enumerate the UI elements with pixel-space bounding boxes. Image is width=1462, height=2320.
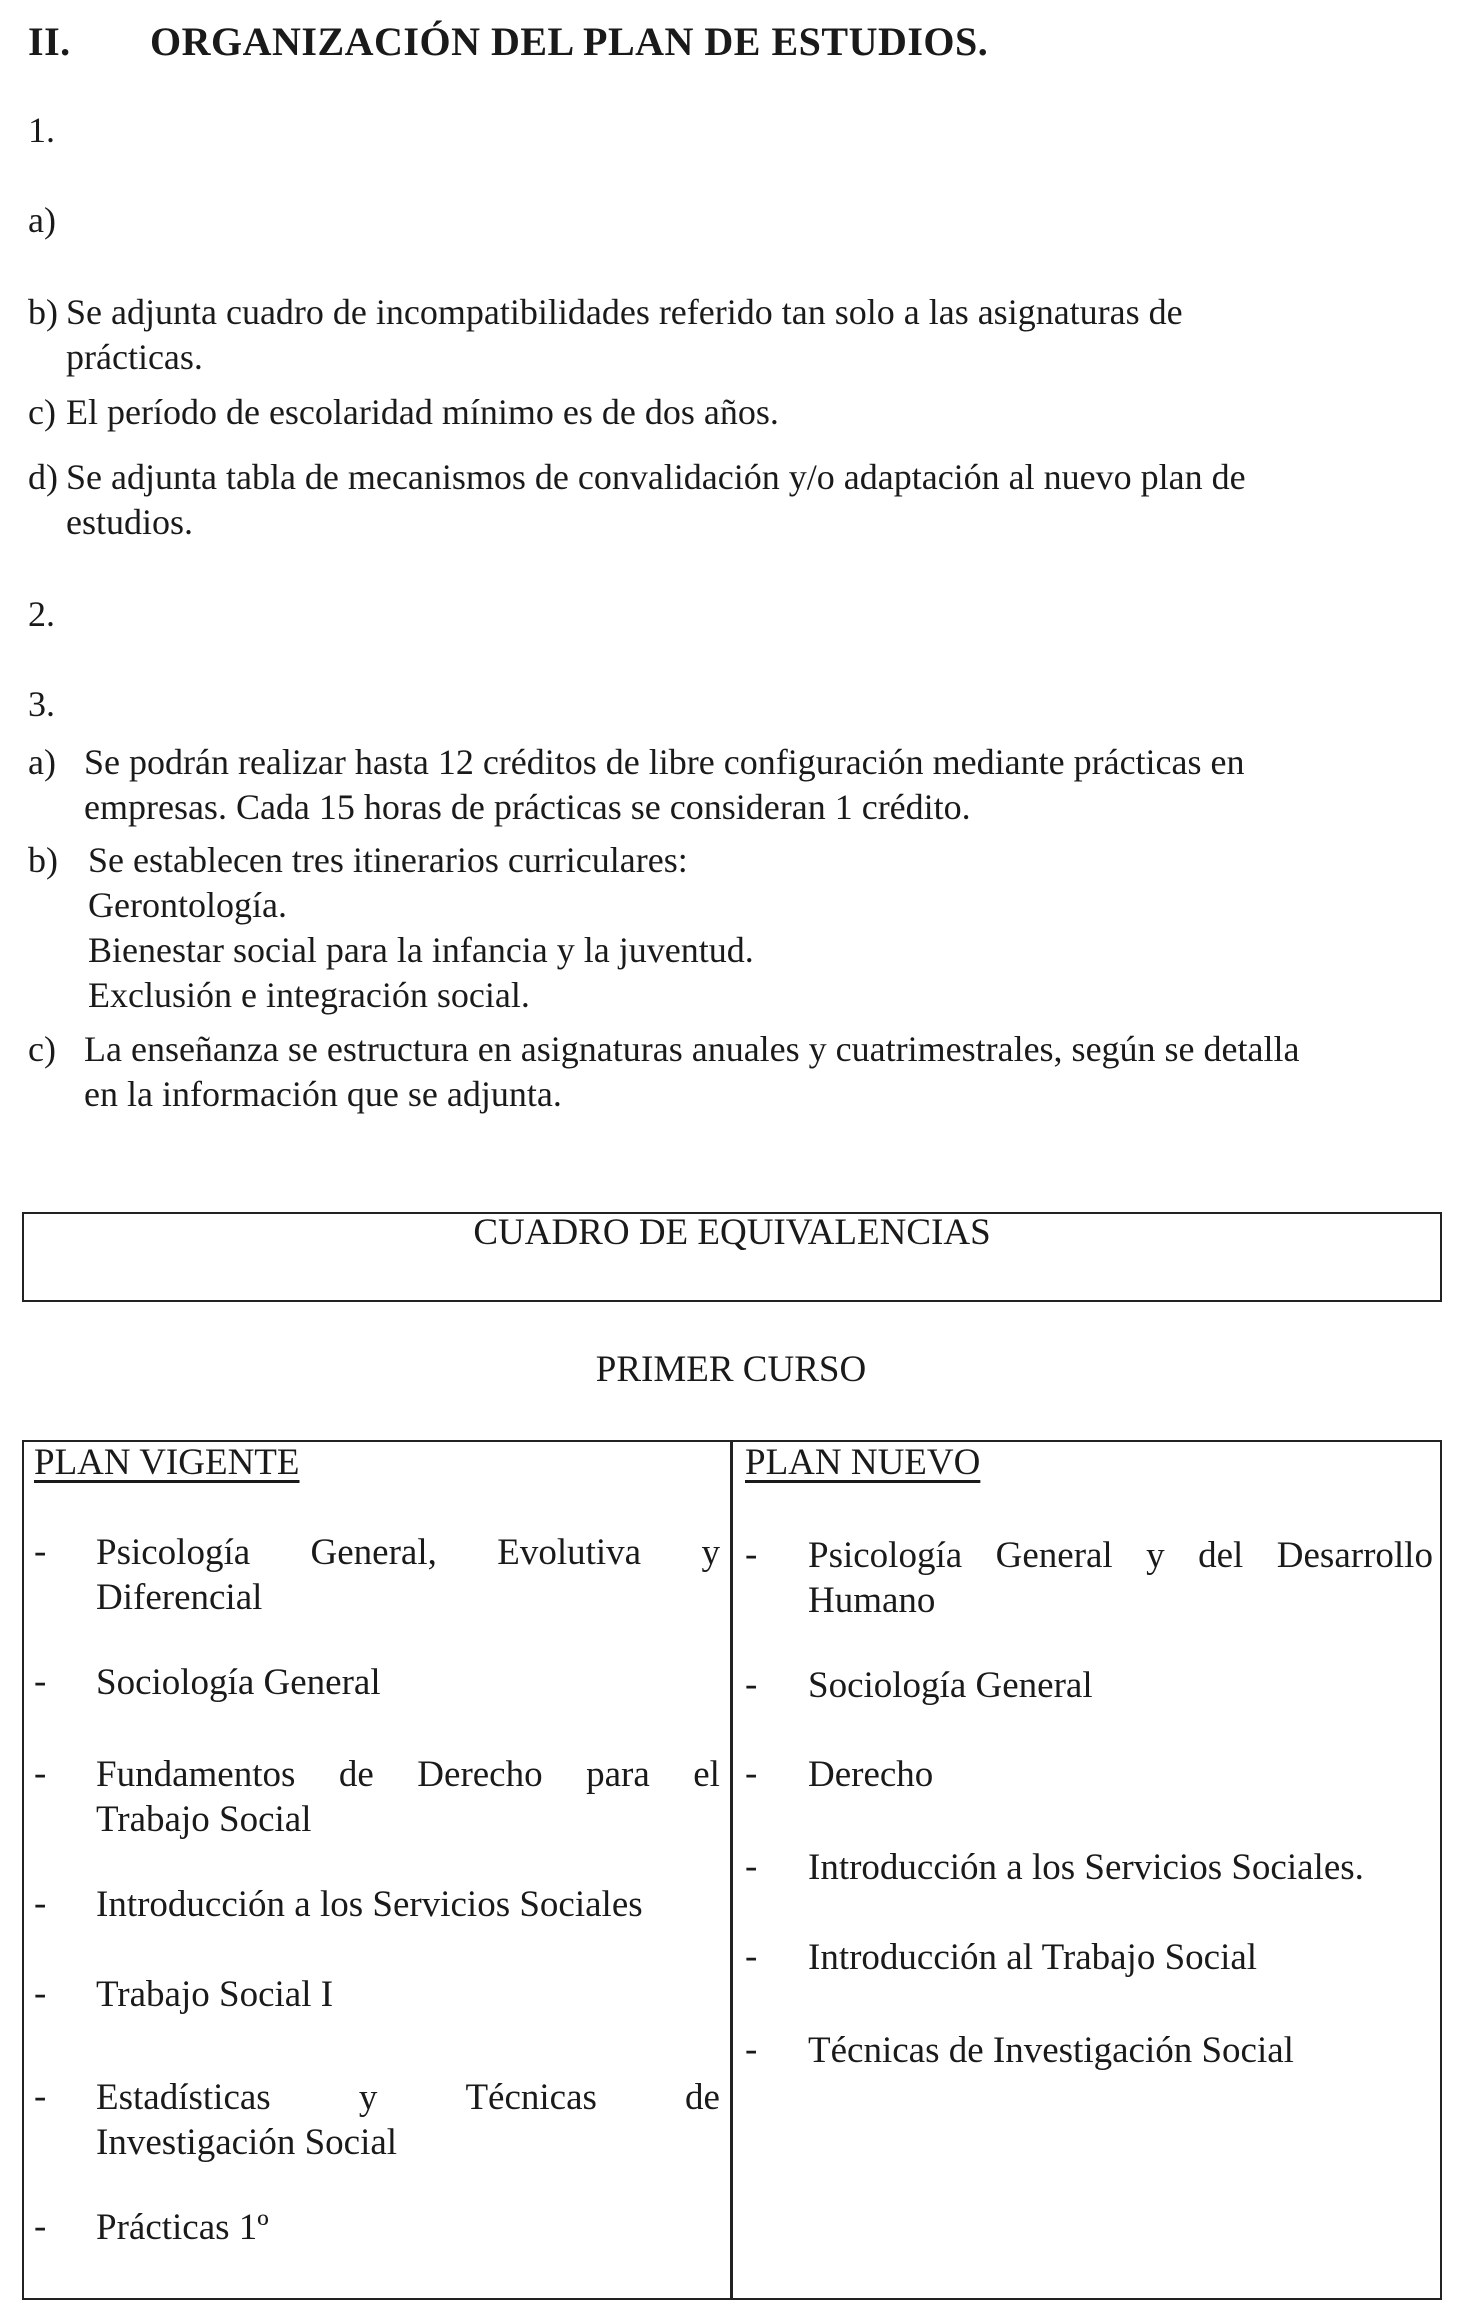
bullet: - (34, 1883, 47, 1924)
bullet: - (34, 2076, 47, 2117)
part-1-item-b-letter: b) (28, 292, 58, 332)
part-3-itinerary-2: Bienestar social para la infancia y la juventud. (88, 930, 754, 970)
left-item-6-line-1 (96, 2075, 720, 2120)
part-3-item-c-line-2: en la información que se adjunta. (84, 1074, 562, 1114)
part-2-number: 2. (28, 594, 55, 634)
part-1-item-d-line-1: Se adjunta tabla de mecanismos de convalidación y/o adaptación al nuevo plan de (66, 457, 1246, 497)
left-item-4-text: Introducción a los Servicios Sociales (96, 1884, 643, 1925)
word: Psicología (96, 1532, 251, 1573)
word: Derecho (417, 1754, 543, 1795)
bullet: - (745, 2029, 758, 2070)
section-title: ORGANIZACIÓN DEL PLAN DE ESTUDIOS. (150, 19, 989, 64)
word: Estadísticas (96, 2077, 271, 2118)
right-item-6-text: Técnicas de Investigación Social (808, 2030, 1294, 2071)
word: General (995, 1535, 1113, 1576)
part-3-number: 3. (28, 684, 55, 724)
part-1-number: 1. (28, 110, 55, 150)
left-item-3-line-1 (96, 1752, 720, 1797)
part-3-item-a-letter: a) (28, 742, 56, 782)
part-3-item-a-line-2: empresas. Cada 15 horas de prácticas se consideran 1 crédito. (84, 787, 971, 827)
right-item-5-text: Introducción al Trabajo Social (808, 1937, 1258, 1978)
word: y (1146, 1535, 1165, 1576)
part-3-item-c-line-1: La enseñanza se estructura en asignaturas anuales y cuatrimestrales, según se detalla (84, 1029, 1300, 1069)
bullet: - (745, 1534, 758, 1575)
left-item-2-text: Sociología General (96, 1662, 381, 1703)
bullet: - (745, 1846, 758, 1887)
part-3-item-c-letter: c) (28, 1029, 56, 1069)
left-item-1-line-2: Diferencial (96, 1577, 263, 1618)
part-1-item-b-line-1: Se adjunta cuadro de incompatibilidades referido tan solo a las asignaturas de (66, 292, 1183, 332)
word: y (701, 1532, 720, 1573)
left-item-7-text: Prácticas 1º (96, 2207, 269, 2248)
word: Desarrollo (1276, 1535, 1433, 1576)
part-3-item-a-line-1: Se podrán realizar hasta 12 créditos de libre configuración mediante prácticas en (84, 742, 1245, 782)
bullet: - (745, 1664, 758, 1705)
word: Psicología (808, 1535, 963, 1576)
bullet: - (34, 2206, 47, 2247)
bullet: - (34, 1661, 47, 1702)
bullet: - (745, 1936, 758, 1977)
word: Fundamentos (96, 1754, 296, 1795)
section-number: II. (28, 19, 71, 64)
left-column-header: PLAN VIGENTE (34, 1442, 300, 1483)
word: para (586, 1754, 650, 1795)
right-item-1-line-2: Humano (808, 1580, 936, 1621)
part-3-itinerary-3: Exclusión e integración social. (88, 975, 530, 1015)
part-1-item-a-letter: a) (28, 200, 56, 240)
bullet: - (34, 1531, 47, 1572)
word: y (358, 2077, 378, 2118)
left-item-3-line-2: Trabajo Social (96, 1799, 312, 1840)
part-1-item-c-letter: c) (28, 392, 56, 432)
part-1-item-d-line-2: estudios. (66, 502, 194, 542)
table-column-divider (730, 1440, 733, 2300)
right-item-2-text: Sociología General (808, 1665, 1093, 1706)
word: Evolutiva (497, 1532, 642, 1573)
part-3-itinerary-1: Gerontología. (88, 885, 287, 925)
word: de (338, 1754, 374, 1795)
right-column-header: PLAN NUEVO (745, 1442, 981, 1483)
word: del (1198, 1535, 1244, 1576)
part-3-item-b-line-1: Se establecen tres itinerarios curriculares: (88, 840, 688, 880)
left-item-1-line-1 (96, 1530, 720, 1575)
equivalencias-title: CUADRO DE EQUIVALENCIAS (473, 1212, 991, 1253)
course-label: PRIMER CURSO (595, 1349, 867, 1390)
part-3-item-b-letter: b) (28, 840, 58, 880)
right-item-1-line-1 (808, 1533, 1433, 1578)
part-1-item-b-line-2: prácticas. (66, 337, 203, 377)
bullet: - (745, 1753, 758, 1794)
part-1-item-d-letter: d) (28, 457, 58, 497)
word: el (693, 1754, 720, 1795)
part-1-item-c-line-1: El período de escolaridad mínimo es de dos años. (66, 392, 779, 432)
word: de (685, 2077, 720, 2118)
word: Técnicas (465, 2077, 597, 2118)
right-item-4-text: Introducción a los Servicios Sociales. (808, 1847, 1364, 1888)
bullet: - (34, 1753, 47, 1794)
left-item-5-text: Trabajo Social I (96, 1974, 334, 2015)
right-item-3-text: Derecho (808, 1754, 934, 1795)
word: General, (310, 1532, 437, 1573)
left-item-6-line-2: Investigación Social (96, 2122, 398, 2163)
bullet: - (34, 1973, 47, 2014)
